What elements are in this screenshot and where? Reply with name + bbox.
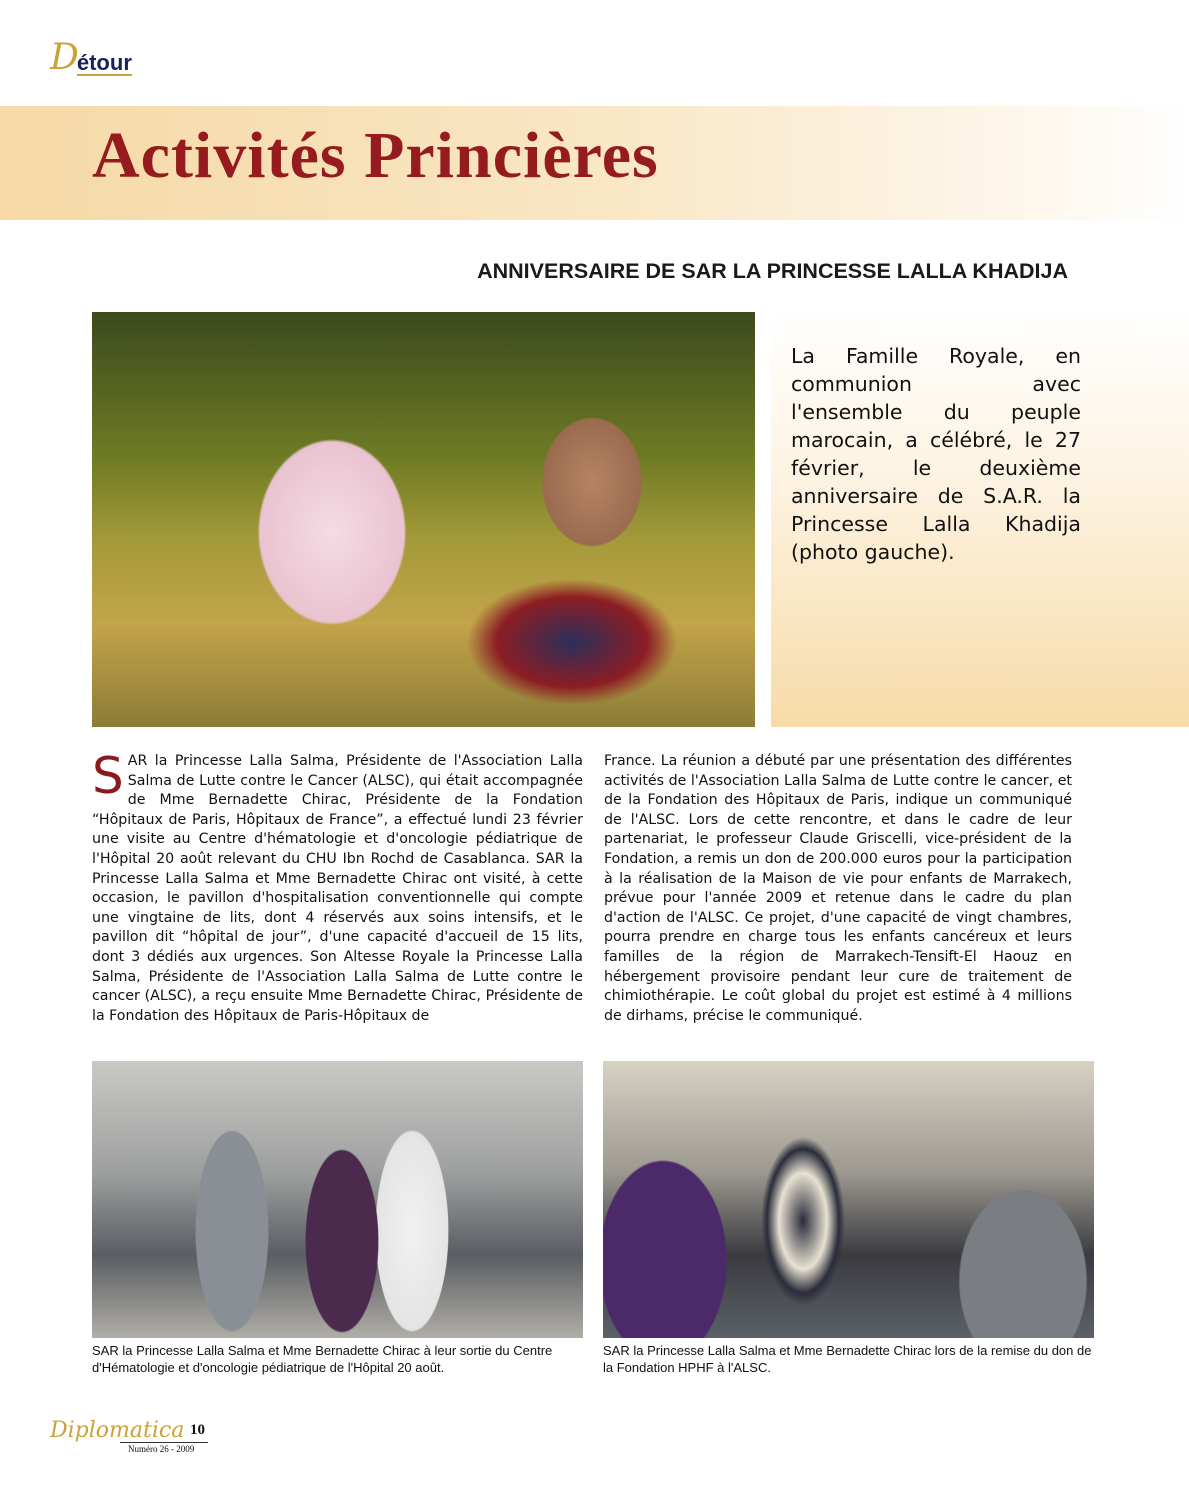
issue-number: Numéro 26 - 2009 xyxy=(128,1444,195,1454)
sidebar-box xyxy=(771,312,1189,727)
body-column-1 xyxy=(92,747,583,1026)
section-logo xyxy=(50,37,132,78)
photo-donation xyxy=(603,1061,1094,1338)
caption-2: SAR la Princesse Lalla Salma et Mme Bernadette Chirac lors de la remise du don de la Fondation HPHF à l'ALSC. xyxy=(603,1343,1092,1375)
main-photo xyxy=(92,312,755,727)
photo-hospital-exit xyxy=(92,1061,583,1338)
sidebar-text: La Famille Royale, en communion avec l'ensemble du peuple marocain, a célébré, le 27 février, le deuxième anniversaire de S.A.R. la Princesse Lalla Khadija (photo gauche). xyxy=(791,344,1081,564)
drop-cap: S xyxy=(92,747,124,805)
footer-rule xyxy=(120,1442,208,1443)
article-subtitle: ANNIVERSAIRE DE SAR LA PRINCESSE LALLA KHADIJA xyxy=(477,259,1068,283)
logo-initial: D xyxy=(50,37,79,78)
logo-text: étour xyxy=(76,49,132,75)
body-column-2 xyxy=(604,752,1072,1026)
body-text-1: AR la Princesse Lalla Salma, Présidente de l'Association Lalla Salma de Lutte contre le Cancer (ALSC), qui était accompagnée de Mme Bernadette Chirac, Présidente de la Fondation “Hôpitaux de Paris, Hôpitaux de France”, a effectué lundi 23 février une visite au Centre d'hématologie et d'oncologie pédiatrique de l'Hôpital 20 août relevant du CHU Ibn Rochd de Casablanca. SAR la Princesse Lalla Salma et Mme Bernadette Chirac ont visité, à cette occasion, le pavillon d'hospitalisation conventionnelle qui compte une vingtaine de lits, dont 4 réservés aux soins intensifs, et le pavillon dit “hôpital de jour”, d'une capacité d'accueil de 15 lits, dont 3 dédiés aux urgences. Son Altesse Royale la Princesse Lalla Salma, Présidente de l'Association Lalla Salma de Lutte contre le cancer (ALSC), a reçu ensuite Mme Bernadette Chirac, Présidente de la Fondation des Hôpitaux de Paris-Hôpitaux de xyxy=(92,753,583,1024)
magazine-logo: Diplomatica xyxy=(50,1418,185,1443)
footer xyxy=(50,1418,205,1454)
page-number: 10 xyxy=(190,1422,205,1438)
body-text-2: France. La réunion a débuté par une présentation des différentes activités de l'Association Lalla Salma de Lutte contre le cancer, et de la Fondation des Hôpitaux de Paris, indique un communiqué de l'ALSC. Lors de cette rencontre, et dans le cadre de leur partenariat, le professeur Claude Griscelli, vice-président de la Fondation, a remis un don de 200.000 euros pour la participation à la réalisation de la Maison de vie pour enfants de Marrakech, prévue pour l'année 2009 et retenue dans le cadre du plan d'action de l'ALSC. Ce projet, d'une capacité de vingt chambres, pourra prendre en charge tous les enfants cancéreux et leurs familles de la région de Marrakech-Tensift-El Haouz en hébergement provisoire pendant leur cure de traitement de chimiothérapie. Le coût global du projet est estimé à 4 millions de dirhams, précise le communiqué. xyxy=(604,753,1072,1024)
page-title: Activités Princières xyxy=(92,119,659,192)
caption-1: SAR la Princesse Lalla Salma et Mme Bernadette Chirac à leur sortie du Centre d'Hématologie et d'oncologie pédiatrique de l'Hôpital 20 août. xyxy=(92,1343,553,1375)
